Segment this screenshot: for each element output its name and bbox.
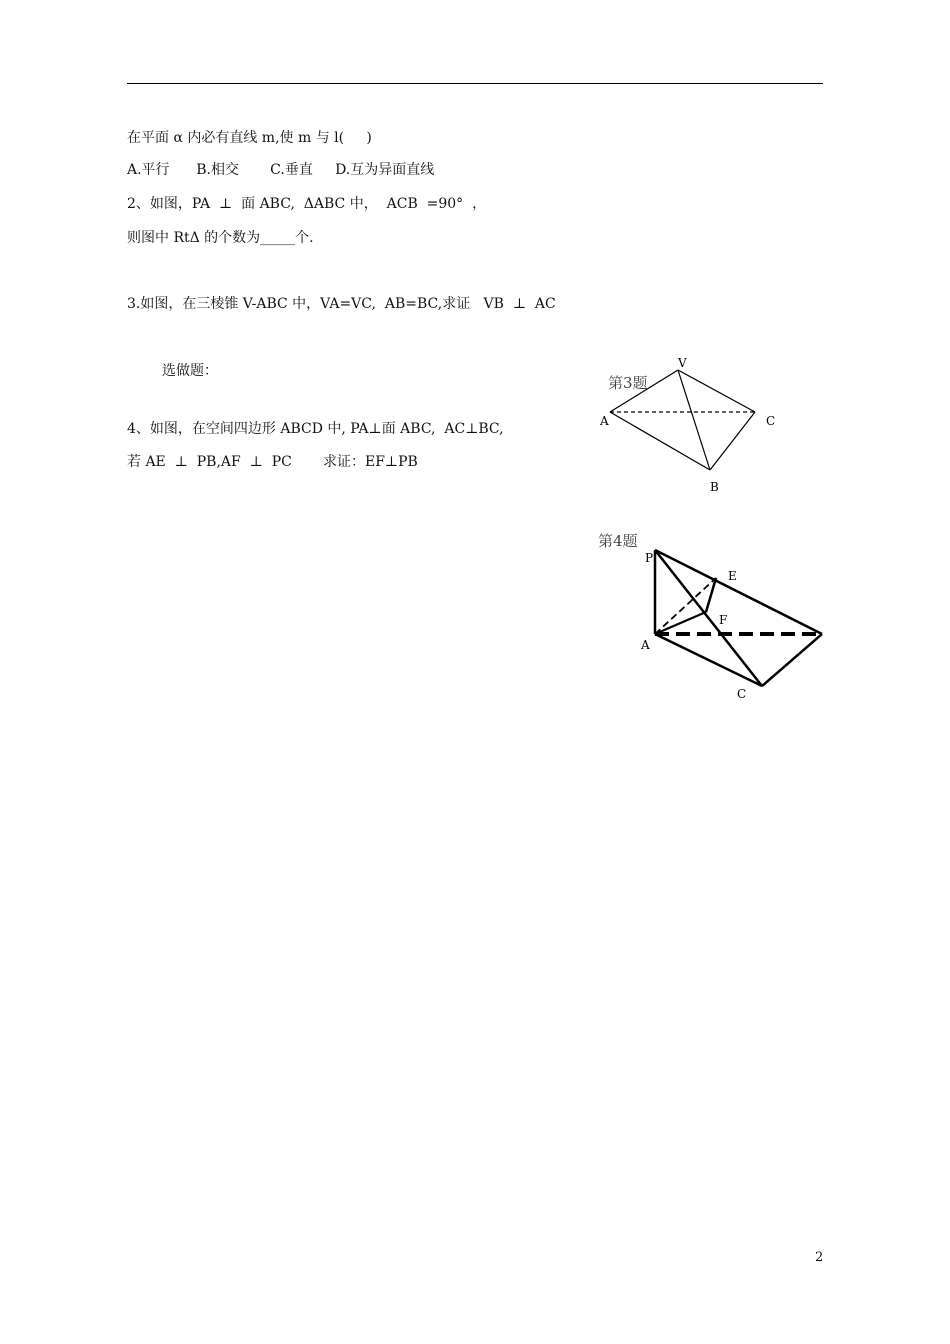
label-p: P [645,551,654,565]
label-v: V [678,356,687,370]
label-e: E [728,569,737,583]
label-c: C [766,414,776,428]
header-rule [127,83,823,84]
label-a: A [600,414,609,428]
figure-3-caption: 第3题 [608,374,648,392]
figure-3-pyramid [590,350,790,500]
question-1-stem: 在平面 α 内必有直线 m,使 m 与 l( ) [127,130,372,146]
question-3: 3.如图，在三棱锥 V-ABC 中，VA=VC, AB=BC,求证 VB ⊥ AC [127,296,556,312]
question-4-condition: 若 AE ⊥ PB,AF ⊥ PC 求证：EF⊥PB [127,454,418,470]
figure-4-tetrahedron [590,520,840,710]
question-2-stem: 2、如图，PA ⊥ 面 ABC, ΔABC 中， ACB =90° ， [127,196,487,212]
question-1-options: A.平行 B.相交 C.垂直 D.互为异面直线 [127,162,435,178]
question-2-blank: 则图中 RtΔ 的个数为_____个. [127,230,314,246]
label-c4: C [737,687,747,701]
label-a4: A [641,638,650,652]
question-4-stem: 4、如图，在空间四边形 ABCD 中, PA⊥面 ABC, AC⊥BC, [127,421,504,437]
label-f: F [719,613,728,627]
label-b: B [710,480,719,494]
figure-4-caption: 第4题 [598,532,638,550]
page-number: 2 [815,1250,824,1265]
optional-heading: 选做题： [162,363,218,379]
